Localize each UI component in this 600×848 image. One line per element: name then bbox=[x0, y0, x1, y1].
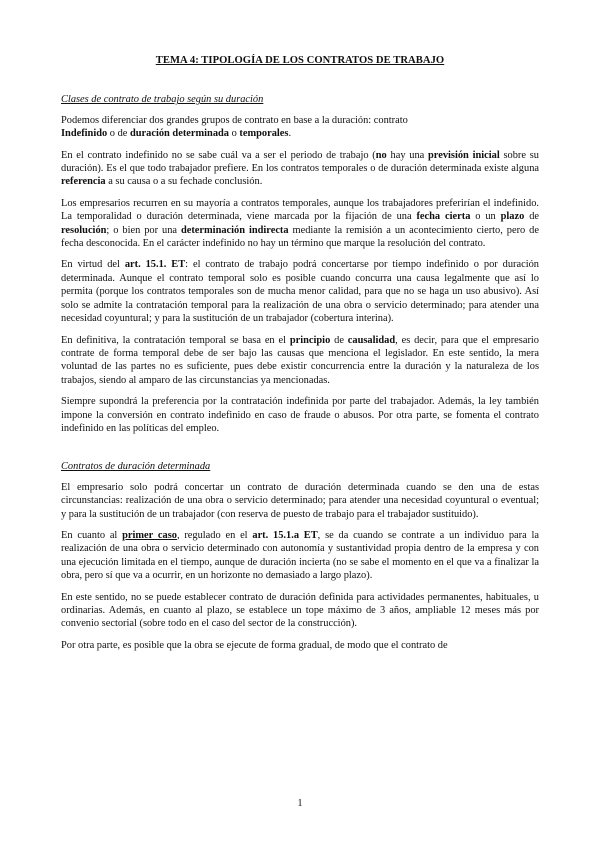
paragraph bbox=[61, 529, 539, 583]
bold-term: principio bbox=[289, 334, 331, 346]
paragraph bbox=[61, 258, 539, 325]
bold-term: art. 15.1.a ET bbox=[252, 529, 318, 541]
bold-term: Indefinido bbox=[61, 128, 108, 140]
bold-term: fecha cierta bbox=[416, 211, 471, 223]
text-span: mediante la remisión a un acontecimiento cierto, pero de fecha desconocida. En el carácter indefinido no hay un término que marque la resolución del contrato. bbox=[61, 224, 539, 250]
section-heading-duration-classes: Clases de contrato de trabajo según su duración bbox=[61, 94, 264, 106]
document-title: TEMA 4: TIPOLOGÍA DE LOS CONTRATOS DE TRABAJO bbox=[155, 55, 445, 66]
bold-underlined-term: primer caso bbox=[122, 529, 177, 541]
paragraph: Siempre supondrá la preferencia por la contratación indefinida por parte del trabajador. Además, la ley también impone la conversión en contrato indefinido en caso de fraude o abusos. Por otra parte, se fomenta el contrato indefinido en las políticas del empleo. bbox=[61, 396, 539, 434]
text-span: En el contrato indefinido no se sabe cuál va a ser el periodo de trabajo ( bbox=[61, 149, 376, 161]
text-span: Podemos diferenciar dos grandes grupos de contrato en base a la duración: contrato bbox=[61, 114, 408, 126]
page-number: 1 bbox=[297, 798, 303, 809]
text-span: hay una bbox=[386, 149, 429, 161]
paragraph bbox=[61, 334, 539, 388]
bold-term: no bbox=[375, 149, 387, 161]
bold-term: duración determinada bbox=[130, 128, 230, 140]
bold-term: referencia bbox=[61, 176, 106, 188]
text-span: sobre su duración). Es el que todo trabajador prefiere. En los contratos temporales o de duración determinada existe alguna bbox=[61, 149, 539, 175]
paragraph: Por otra parte, es posible que la obra se ejecute de forma gradual, de modo que el contrato de bbox=[61, 639, 448, 651]
paragraph bbox=[61, 114, 539, 141]
bold-term: plazo bbox=[500, 211, 525, 223]
text-span: , es decir, para que el empresario contrate de forma temporal debe de ser bajo las causas que menciona el legislador. En este sentido, la mera voluntad de las partes no es suficiente, pues debe existir concurrencia entre la duración y la naturaleza de los trabajos, siendo al amparo de las circunstancias ya mencionadas. bbox=[61, 334, 539, 386]
paragraph bbox=[61, 149, 539, 189]
paragraph bbox=[61, 197, 539, 251]
text-span: ; o bien por una bbox=[106, 224, 181, 236]
bold-term: art. 15.1. ET bbox=[124, 259, 186, 271]
section-spacer bbox=[61, 443, 539, 460]
text-span: En definitiva, la contratación temporal se basa en el bbox=[61, 334, 290, 346]
text-span: En virtud del bbox=[61, 259, 125, 271]
bold-term: causalidad bbox=[347, 334, 396, 346]
text-span: , se da cuando se contrate a un individuo para la realización de una obra o servicio determinado con autonomía y sustantividad propia dentro de la empresa y con una ejecución limitada en el tiempo, aunque de duración incierta (no se sabe el momento en el que va a finalizar la obra, pero sí que va a ocurrir, en un horizonte no demasiado a largo plazo). bbox=[61, 529, 539, 582]
text-span: Los empresarios recurren en su mayoría a contratos temporales, aunque los trabajadores preferirían el indefinido. La temporalidad o duración determinada, viene marcada por la fijación de una bbox=[61, 197, 539, 223]
text-span: o de bbox=[107, 128, 130, 140]
text-span: , regulado en el bbox=[176, 529, 253, 541]
bold-term: resolución bbox=[61, 224, 107, 236]
text-span: o bbox=[229, 128, 240, 140]
bold-term: previsión inicial bbox=[428, 149, 500, 161]
text-span: : el contrato de trabajo podrá concertarse por tiempo indefinido o por duración determinada. Aunque el contrato temporal solo es posible cuando concurra una causa legalmente que así lo permita (porque los contratos temporales son de mucha menor calidad, para que no se haga un uso abusivo). Así solo se admite la contratación temporal para la realización de una obra o servicio determinado; para atender una necesidad coyuntural; y para la sustitución de un trabajador (cobertura interina). bbox=[61, 259, 539, 325]
text-span: . bbox=[288, 128, 292, 140]
paragraph: En este sentido, no se puede establecer contrato de duración definida para actividades permanentes, habituales, u ordinarias. Además, en cuanto al plazo, se establece un tope máximo de 3 años, ampliable 12 meses más por convenio sectorial (sobre todo en el caso del sector de la construcción). bbox=[61, 591, 539, 630]
bold-term: determinación indirecta bbox=[180, 224, 289, 236]
bold-term: temporales bbox=[239, 128, 289, 140]
text-span: o un bbox=[470, 211, 501, 223]
text-span: a su causa o a su fechade conclusión. bbox=[105, 176, 263, 188]
document-page bbox=[61, 54, 539, 660]
text-span: En cuanto al bbox=[61, 529, 123, 541]
text-span: de bbox=[524, 211, 540, 223]
text-span: de bbox=[330, 334, 348, 346]
section-heading-fixed-term: Contratos de duración determinada bbox=[61, 461, 211, 473]
paragraph: El empresario solo podrá concertar un contrato de duración determinada cuando se den una de estas circunstancias: realización de una obra o servicio determinado; para atender una necesidad coyuntural o eventual; y para la sustitución de un trabajador (con reserva de puesto de trabajo para el trabajador sustituido). bbox=[61, 481, 539, 520]
